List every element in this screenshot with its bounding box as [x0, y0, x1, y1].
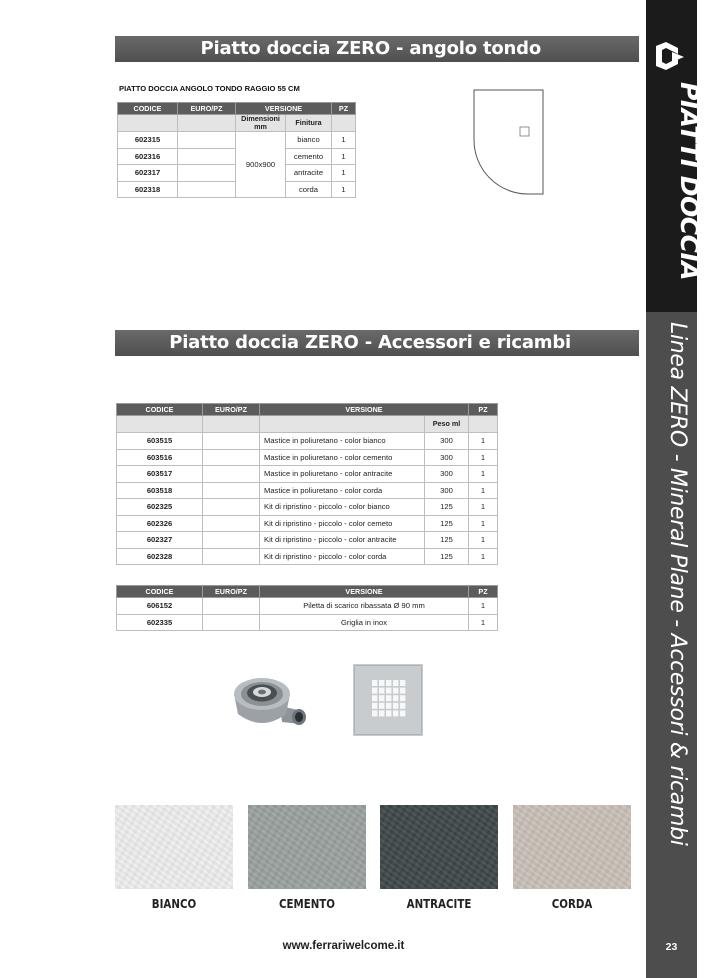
grate-hole [386, 695, 391, 701]
pz-cell: 1 [469, 482, 498, 499]
description-cell: Kit di ripristino - piccolo - color bianco [260, 499, 425, 516]
product-code: 602315 [118, 132, 178, 149]
grate-hole [372, 688, 377, 694]
price-cell [203, 482, 260, 499]
spare-parts-table [116, 585, 498, 631]
grate-hole [372, 703, 377, 709]
price-cell [203, 515, 260, 532]
grate-hole [400, 703, 405, 709]
col-header-euro: EURO/PZ [203, 404, 260, 416]
grate-hole [379, 680, 384, 686]
peso-cell: 125 [425, 532, 469, 549]
table-row [117, 499, 498, 516]
finish-cell: cemento [286, 148, 332, 165]
product-table-angolo-tondo [117, 102, 356, 198]
col-header-codice: CODICE [117, 586, 203, 598]
section-title-bar: Piatto doccia ZERO - angolo tondo [115, 36, 639, 62]
price-cell [203, 466, 260, 483]
finish-cell: antracite [286, 165, 332, 182]
col-header-codice: CODICE [118, 103, 178, 115]
grate-hole [372, 680, 377, 686]
subheader-peso: Peso ml [425, 416, 469, 433]
col-header-pz: PZ [332, 103, 356, 115]
section-title-bar: Piatto doccia ZERO - Accessori e ricambi [115, 330, 639, 356]
peso-cell: 125 [425, 499, 469, 516]
description-cell: Mastice in poliuretano - color bianco [260, 433, 425, 450]
grate-hole [379, 710, 384, 716]
grate-hole [386, 680, 391, 686]
grate-hole [400, 680, 405, 686]
dimension-cell: 900x900 [236, 132, 286, 198]
pz-cell: 1 [469, 614, 498, 631]
category-sidebar [646, 0, 704, 978]
product-code: 602328 [117, 548, 203, 565]
pz-cell: 1 [332, 181, 356, 198]
product-code: 603518 [117, 482, 203, 499]
table-row [117, 515, 498, 532]
pz-cell: 1 [469, 598, 498, 615]
product-code: 602327 [117, 532, 203, 549]
grate-hole [393, 703, 398, 709]
price-cell [178, 132, 236, 149]
product-code: 602326 [117, 515, 203, 532]
swatch-cemento [248, 805, 366, 889]
shower-tray-diagram [470, 86, 550, 198]
pz-cell: 1 [469, 532, 498, 549]
description-cell: Piletta di scarico ribassata Ø 90 mm [260, 598, 469, 615]
table-row [117, 433, 498, 450]
finish-cell: corda [286, 181, 332, 198]
swatch-label-bianco: BIANCO [151, 896, 197, 911]
peso-cell: 300 [425, 466, 469, 483]
finish-cell: bianco [286, 132, 332, 149]
price-cell [203, 499, 260, 516]
grate-hole [393, 695, 398, 701]
grate-hole [400, 695, 405, 701]
table-row [117, 482, 498, 499]
grate-hole [379, 703, 384, 709]
col-header-versione: VERSIONE [260, 404, 469, 416]
subheader-finitura: Finitura [286, 115, 332, 132]
product-code: 602316 [118, 148, 178, 165]
table-row [117, 466, 498, 483]
price-cell [203, 532, 260, 549]
pz-cell: 1 [332, 165, 356, 182]
product-code: 602318 [118, 181, 178, 198]
grate-hole [393, 710, 398, 716]
pz-cell: 1 [469, 466, 498, 483]
pz-cell: 1 [332, 148, 356, 165]
table-row [118, 132, 356, 149]
product-code: 603517 [117, 466, 203, 483]
description-cell: Mastice in poliuretano - color antracite [260, 466, 425, 483]
pz-cell: 1 [469, 499, 498, 516]
col-header-pz: PZ [469, 586, 498, 598]
table-row [117, 598, 498, 615]
product-code: 602325 [117, 499, 203, 516]
table-row [117, 548, 498, 565]
description-cell: Mastice in poliuretano - color cemento [260, 449, 425, 466]
peso-cell: 300 [425, 433, 469, 450]
grate-product-image [353, 664, 423, 736]
product-code: 603516 [117, 449, 203, 466]
swatch-label-antracite: ANTRACITE [406, 896, 472, 911]
price-cell [203, 614, 260, 631]
page-number: 23 [665, 941, 678, 953]
price-cell [178, 165, 236, 182]
grate-hole [393, 688, 398, 694]
product-code: 603515 [117, 433, 203, 450]
pz-cell: 1 [469, 449, 498, 466]
description-cell: Kit di ripristino - piccolo - color cemeto [260, 515, 425, 532]
price-cell [203, 548, 260, 565]
footer-url-link[interactable]: www.ferrariwelcome.it [282, 940, 405, 952]
price-cell [178, 148, 236, 165]
product-code: 606152 [117, 598, 203, 615]
description-cell: Mastice in poliuretano - color corda [260, 482, 425, 499]
pz-cell: 1 [469, 548, 498, 565]
product-code: 602317 [118, 165, 178, 182]
pz-cell: 1 [469, 433, 498, 450]
table-row [117, 449, 498, 466]
sidebar-category-block [646, 0, 704, 312]
table-subtitle: PIATTO DOCCIA ANGOLO TONDO RAGGIO 55 CM [119, 84, 300, 93]
grate-hole [400, 688, 405, 694]
accessories-table [116, 403, 498, 565]
swatch-antracite [380, 805, 498, 889]
peso-cell: 300 [425, 449, 469, 466]
col-header-codice: CODICE [117, 404, 203, 416]
price-cell [203, 449, 260, 466]
grate-hole [379, 695, 384, 701]
category-title: PIATTI DOCCIA [675, 82, 704, 281]
description-cell: Kit di ripristino - piccolo - color corda [260, 548, 425, 565]
col-header-versione: VERSIONE [260, 586, 469, 598]
col-header-euro: EURO/PZ [203, 586, 260, 598]
peso-cell: 300 [425, 482, 469, 499]
pz-cell: 1 [332, 132, 356, 149]
grate-hole [400, 710, 405, 716]
grate-hole [372, 710, 377, 716]
grate-hole [372, 695, 377, 701]
price-cell [178, 181, 236, 198]
drain-marker [520, 127, 529, 136]
product-line-title: Linea ZERO - Mineral Plane - Accessori & ricambi [665, 322, 690, 846]
description-cell: Kit di ripristino - piccolo - color antracite [260, 532, 425, 549]
price-cell [203, 598, 260, 615]
swatch-label-corda: CORDA [551, 896, 593, 911]
col-header-versione: VERSIONE [236, 103, 332, 115]
product-code: 602335 [117, 614, 203, 631]
subheader-dimensioni: Dimensioni mm [236, 115, 286, 132]
pz-cell: 1 [469, 515, 498, 532]
table-row [117, 614, 498, 631]
swatch-corda [513, 805, 631, 889]
description-cell: Griglia in inox [260, 614, 469, 631]
peso-cell: 125 [425, 515, 469, 532]
swatch-label-cemento: CEMENTO [278, 896, 336, 911]
swatch-bianco [115, 805, 233, 889]
grate-hole [386, 710, 391, 716]
grate-hole [393, 680, 398, 686]
col-header-pz: PZ [469, 404, 498, 416]
drain-product-image [228, 670, 310, 734]
col-header-euro: EURO/PZ [178, 103, 236, 115]
peso-cell: 125 [425, 548, 469, 565]
grate-hole [379, 688, 384, 694]
price-cell [203, 433, 260, 450]
grate-hole [386, 703, 391, 709]
grate-hole [386, 688, 391, 694]
brand-logo-icon [652, 40, 690, 74]
table-row [117, 532, 498, 549]
